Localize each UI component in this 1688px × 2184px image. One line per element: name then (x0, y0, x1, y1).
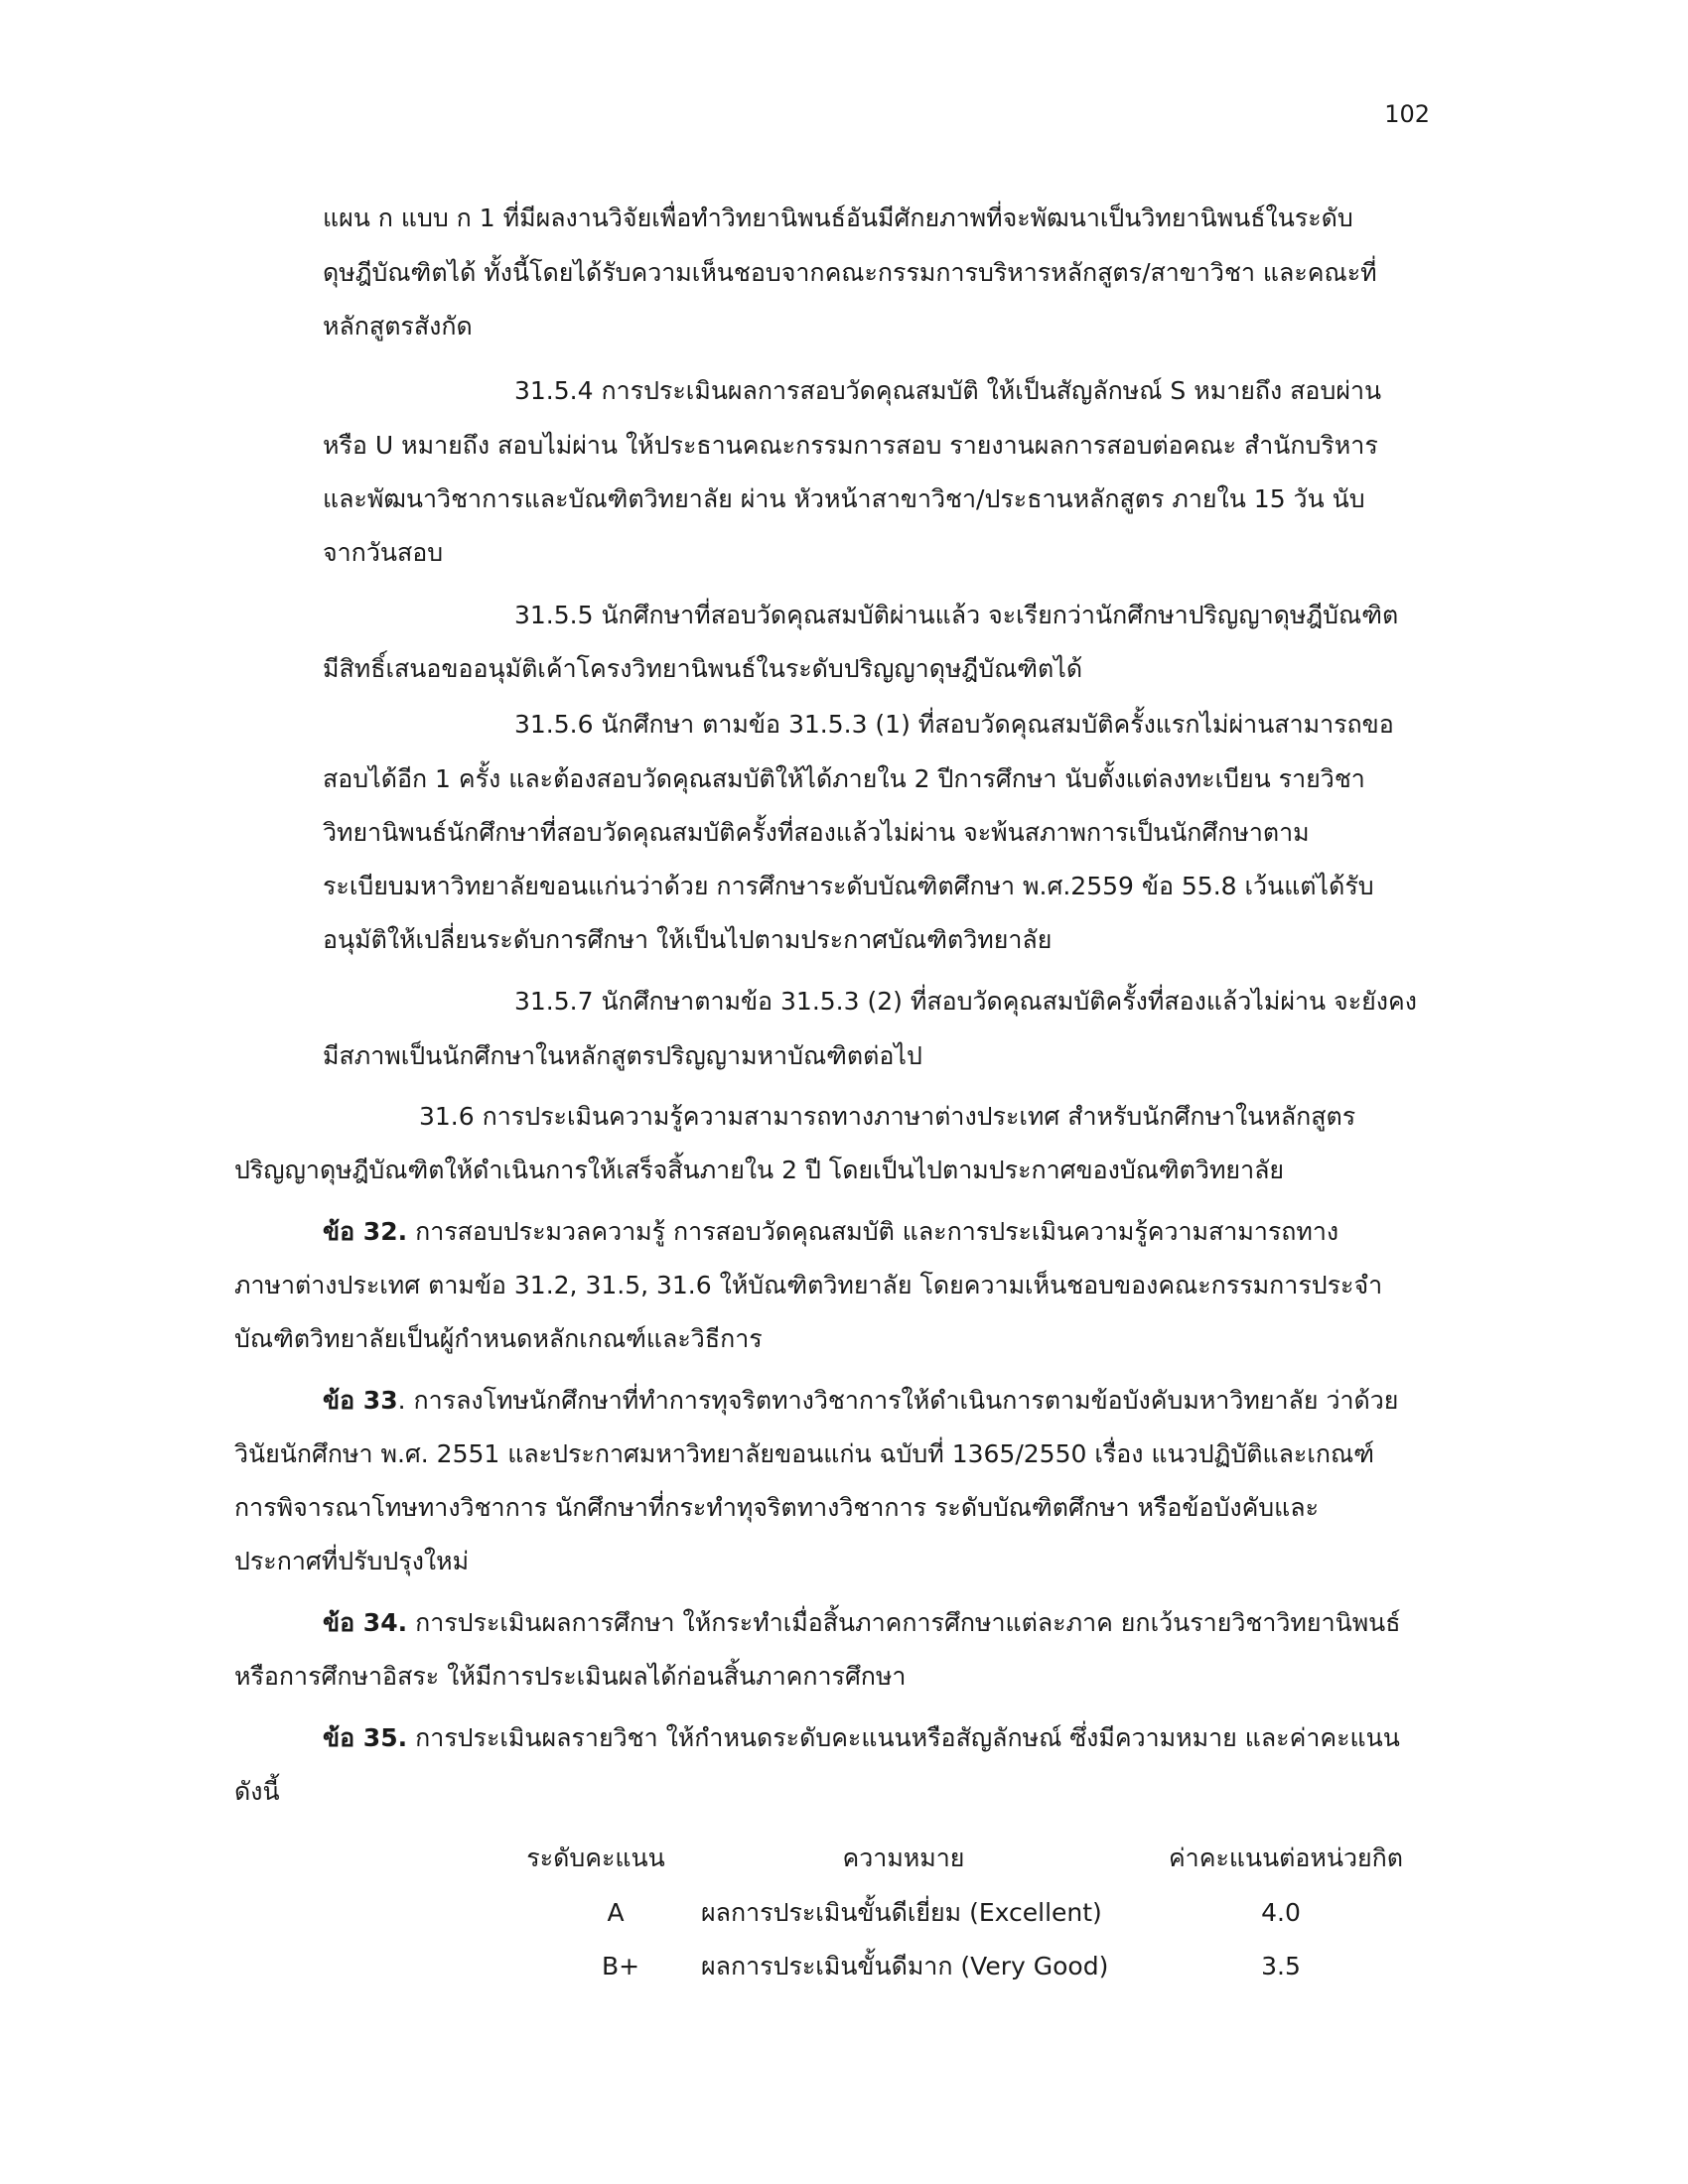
text-line: ภาษาต่างประเทศ ตามข้อ 31.2, 31.5, 31.6 ให้บัณฑิตวิทยาลัย โดยความเห็นชอบของคณะกรรมการประจำ (234, 1271, 1383, 1299)
clause-34 (323, 1606, 1401, 1640)
clause-35 (323, 1721, 1400, 1755)
text-line: มีสิทธิ์เสนอขออนุมัติเค้าโครงวิทยานิพนธ์ในระดับปริญญาดุษฎีบัณฑิตได้ (323, 654, 1083, 683)
clause-text: การประเมินผลการศึกษา ให้กระทำเมื่อสิ้นภาคการศึกษาแต่ละภาค ยกเว้นรายวิชาวิทยานิพนธ์ (415, 1608, 1401, 1637)
text-line: 31.6 การประเมินความรู้ความสามารถทางภาษาต่างประเทศ สำหรับนักศึกษาในหลักสูตร (419, 1102, 1356, 1131)
text-line: หลักสูตรสังกัด (323, 312, 473, 341)
text-line: การพิจารณาโทษทางวิชาการ นักศึกษาที่กระทำทุจริตทางวิชาการ ระดับบัณฑิตศึกษา หรือข้อบังคับและ (234, 1493, 1320, 1522)
clause-32 (323, 1215, 1338, 1249)
text-line: อนุมัติให้เปลี่ยนระดับการศึกษา ให้เป็นไปตามประกาศบัณฑิตวิทยาลัย (323, 925, 1053, 954)
clause-text: การประเมินผลรายวิชา ให้กำหนดระดับคะแนนหรือสัญลักษณ์ ซึ่งมีความหมาย และค่าคะแนน (415, 1723, 1400, 1752)
text-line: หรือ U หมายถึง สอบไม่ผ่าน ให้ประธานคณะกรรมการสอบ รายงานผลการสอบต่อคณะ สำนักบริหาร (323, 431, 1378, 460)
table-cell: 3.5 (1261, 1952, 1301, 1980)
table-header: ระดับคะแนน (526, 1843, 665, 1872)
table-header: ความหมาย (842, 1843, 965, 1872)
text-line: ดุษฎีบัณฑิตได้ ทั้งนี้โดยได้รับความเห็นชอบจากคณะกรรมการบริหารหลักสูตร/สาขาวิชา และคณะที่ (323, 258, 1377, 287)
text-line: หรือการศึกษาอิสระ ให้มีการประเมินผลได้ก่อนสิ้นภาคการศึกษา (234, 1662, 907, 1691)
text-line: วินัยนักศึกษา พ.ศ. 2551 และประกาศมหาวิทยาลัยขอนแก่น ฉบับที่ 1365/2550 เรื่อง แนวปฏิบัติและเกณฑ์ (234, 1439, 1374, 1468)
text-line: จากวันสอบ (323, 538, 444, 567)
text-line: ประกาศที่ปรับปรุงใหม่ (234, 1547, 470, 1575)
text-line: และพัฒนาวิชาการและบัณฑิตวิทยาลัย ผ่าน หัวหน้าสาขาวิชา/ประธานหลักสูตร ภายใน 15 วัน นับ (323, 484, 1365, 513)
text-line: ระเบียบมหาวิทยาลัยขอนแก่นว่าด้วย การศึกษาระดับบัณฑิตศึกษา พ.ศ.2559 ข้อ 55.8 เว้นแต่ได้รับ (323, 872, 1374, 900)
clause-label: ข้อ 32. (323, 1217, 408, 1246)
page-number: 102 (1384, 100, 1430, 128)
text-line: 31.5.5 นักศึกษาที่สอบวัดคุณสมบัติผ่านแล้ว จะเรียกว่านักศึกษาปริญญาดุษฎีบัณฑิต (514, 601, 1399, 629)
clause-label: ข้อ 35. (323, 1723, 408, 1752)
clause-33 (323, 1384, 1398, 1418)
clause-label: ข้อ 34. (323, 1608, 408, 1637)
table-header: ค่าคะแนนต่อหน่วยกิต (1168, 1843, 1404, 1872)
clause-label: ข้อ 33 (323, 1386, 398, 1415)
text-line: มีสภาพเป็นนักศึกษาในหลักสูตรปริญญามหาบัณฑิตต่อไป (323, 1041, 922, 1070)
table-cell: A (607, 1898, 625, 1927)
text-line: 31.5.4 การประเมินผลการสอบวัดคุณสมบัติ ให้เป็นสัญลักษณ์ S หมายถึง สอบผ่าน (514, 376, 1382, 405)
text-line: ดังนี้ (234, 1777, 280, 1806)
table-cell: B+ (601, 1952, 640, 1980)
text-line: สอบได้อีก 1 ครั้ง และต้องสอบวัดคุณสมบัติให้ได้ภายใน 2 ปีการศึกษา นับตั้งแต่ลงทะเบียน รายวิชา (323, 764, 1365, 793)
table-cell: ผลการประเมินขั้นดีเยี่ยม (Excellent) (701, 1898, 1102, 1927)
table-cell: ผลการประเมินขั้นดีมาก (Very Good) (701, 1952, 1109, 1980)
clause-text: . การลงโทษนักศึกษาที่ทำการทุจริตทางวิชาการให้ดำเนินการตามข้อบังคับมหาวิทยาลัย ว่าด้วย (397, 1386, 1399, 1415)
text-line: แผน ก แบบ ก 1 ที่มีผลงานวิจัยเพื่อทำวิทยานิพนธ์อันมีศักยภาพที่จะพัฒนาเป็นวิทยานิพนธ์ในระดับ (323, 204, 1353, 232)
text-line: ปริญญาดุษฎีบัณฑิตให้ดำเนินการให้เสร็จสิ้นภายใน 2 ปี โดยเป็นไปตามประกาศของบัณฑิตวิทยาลัย (234, 1156, 1285, 1184)
table-cell: 4.0 (1261, 1898, 1301, 1927)
clause-text: การสอบประมวลความรู้ การสอบวัดคุณสมบัติ และการประเมินความรู้ความสามารถทาง (415, 1217, 1339, 1246)
text-line: วิทยานิพนธ์นักศึกษาที่สอบวัดคุณสมบัติครั้งที่สองแล้วไม่ผ่าน จะพ้นสภาพการเป็นนักศึกษาตาม (323, 818, 1310, 847)
text-line: บัณฑิตวิทยาลัยเป็นผู้กำหนดหลักเกณฑ์และวิธีการ (234, 1324, 763, 1353)
text-line: 31.5.7 นักศึกษาตามข้อ 31.5.3 (2) ที่สอบวัดคุณสมบัติครั้งที่สองแล้วไม่ผ่าน จะยังคง (514, 987, 1417, 1016)
text-line: 31.5.6 นักศึกษา ตามข้อ 31.5.3 (1) ที่สอบวัดคุณสมบัติครั้งแรกไม่ผ่านสามารถขอ (514, 710, 1394, 739)
